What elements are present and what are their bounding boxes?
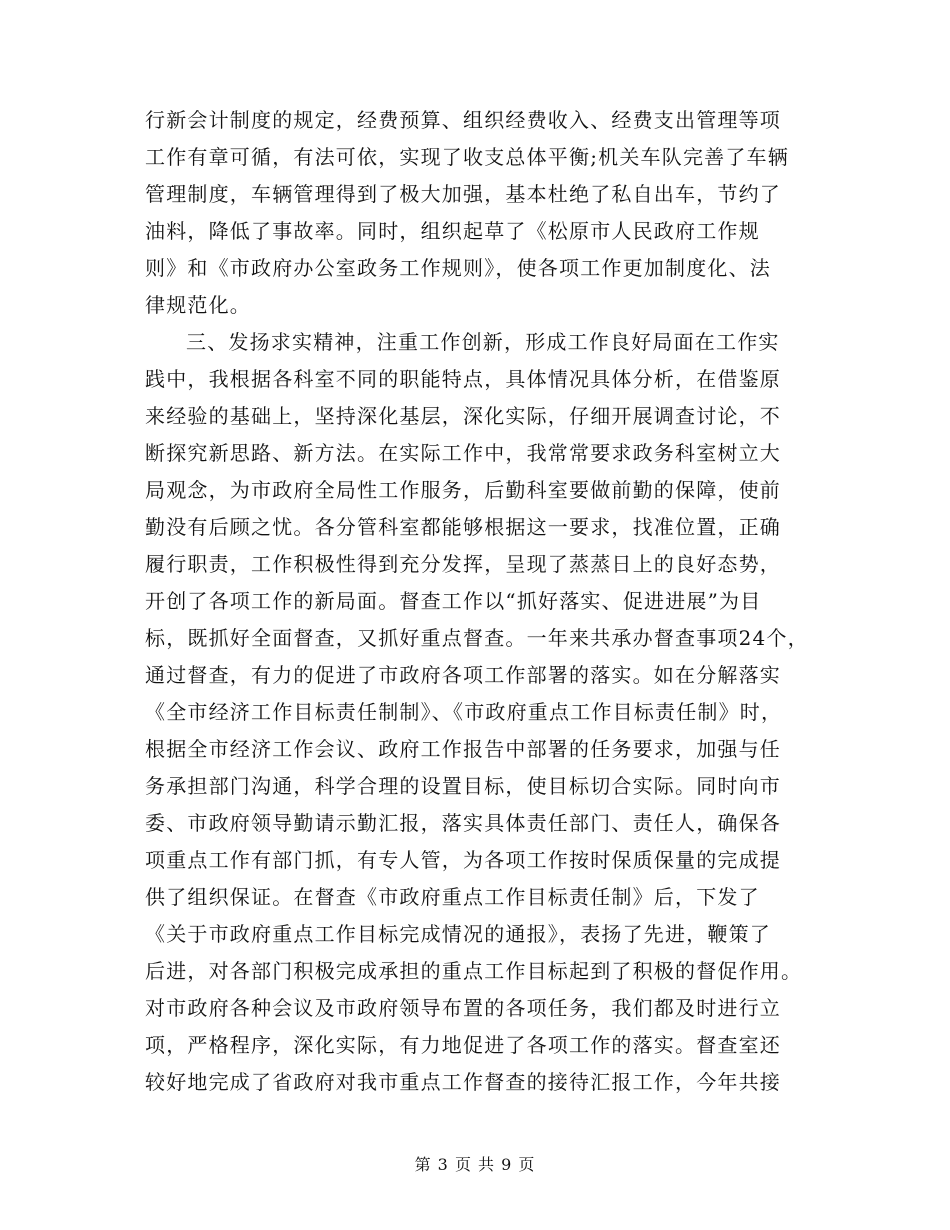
- text-line: 开创了各项工作的新局面。督查工作以“抓好落实、促进进展”为目: [145, 589, 762, 613]
- text-line: 工作有章可循，有法可依，实现了收支总体平衡;机关车队完善了车辆: [145, 145, 789, 169]
- text-line: 局观念，为市政府全局性工作服务，后勤科室要做前勤的保障，使前: [145, 478, 781, 502]
- text-line: 项重点工作有部门抓，有专人管，为各项工作按时保质保量的完成提: [145, 848, 781, 872]
- text-line: 项，严格程序，深化实际，有力地促进了各项工作的落实。督查室还: [145, 1033, 781, 1057]
- page-number-footer: 第 3 页 共 9 页: [414, 1155, 536, 1174]
- text-line: 标，既抓好全面督查，又抓好重点督查。一年来共承办督查事项24个，: [145, 626, 809, 650]
- text-line: 践中，我根据各科室不同的职能特点，具体情况具体分析，在借鉴原: [145, 367, 781, 391]
- text-line: 对市政府各种会议及市政府领导布置的各项任务，我们都及时进行立: [145, 996, 781, 1020]
- text-line: 来经验的基础上，坚持深化基层，深化实际，仔细开展调查讨论，不: [145, 404, 781, 428]
- text-line: 履行职责，工作积极性得到充分发挥，呈现了蒸蒸日上的良好态势，: [145, 552, 781, 576]
- text-line: 务承担部门沟通，科学合理的设置目标，使目标切合实际。同时向市: [145, 774, 781, 798]
- text-line: 则》和《市政府办公室政务工作规则》，使各项工作更加制度化、法: [145, 256, 771, 280]
- text-line: 行新会计制度的规定，经费预算、组织经费收入、经费支出管理等项: [145, 108, 781, 132]
- text-line: 通过督查，有力的促进了市政府各项工作部署的落实。如在分解落实: [145, 663, 781, 687]
- text-line: 油料，降低了事故率。同时，组织起草了《松原市人民政府工作规: [145, 219, 760, 243]
- text-line: 勤没有后顾之忧。各分管科室都能够根据这一要求，找准位置，正确: [145, 515, 781, 539]
- text-line: 较好地完成了省政府对我市重点工作督查的接待汇报工作，今年共接: [145, 1070, 781, 1094]
- text-line: 律规范化。: [145, 293, 251, 317]
- text-line: 管理制度，车辆管理得到了极大加强，基本杜绝了私自出车，节约了: [145, 182, 781, 206]
- text-line: 三、发扬求实精神，注重工作创新，形成工作良好局面在工作实: [186, 330, 780, 354]
- text-line: 《关于市政府重点工作目标完成情况的通报》，表扬了先进，鞭策了: [145, 922, 771, 946]
- text-line: 根据全市经济工作会议、政府工作报告中部署的任务要求，加强与任: [145, 737, 781, 761]
- text-line: 后进，对各部门积极完成承担的重点工作目标起到了积极的督促作用。: [145, 959, 803, 983]
- text-line: 委、市政府领导勤请示勤汇报，落实具体责任部门、责任人，确保各: [145, 811, 781, 835]
- text-line: 断探究新思路、新方法。在实际工作中，我常常要求政务科室树立大: [145, 441, 781, 465]
- text-line: 供了组织保证。在督查《市政府重点工作目标责任制》后，下发了: [145, 885, 760, 909]
- text-line: 《全市经济工作目标责任制制》、《市政府重点工作目标责任制》时，: [145, 700, 783, 724]
